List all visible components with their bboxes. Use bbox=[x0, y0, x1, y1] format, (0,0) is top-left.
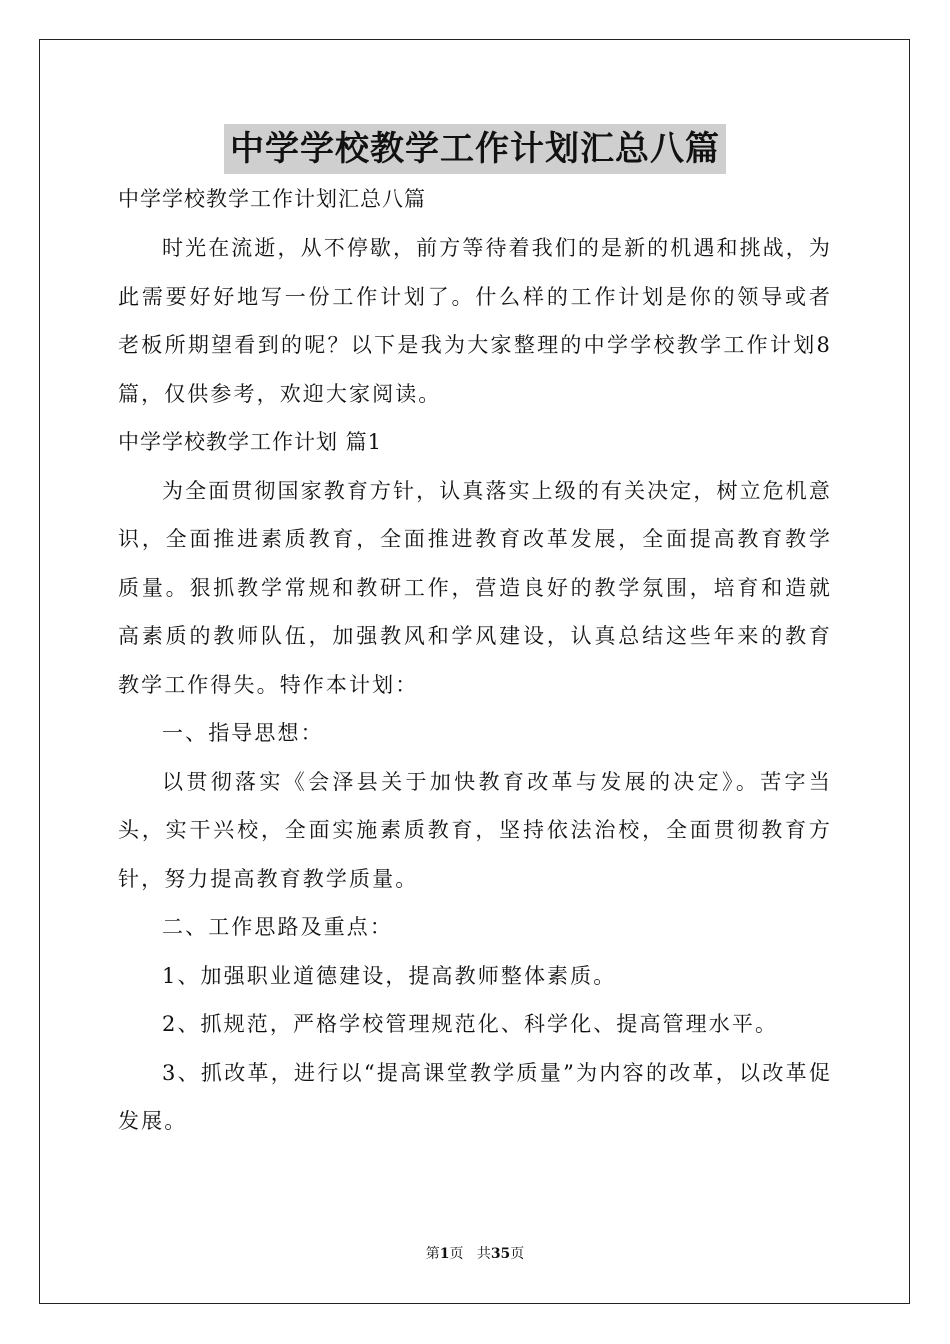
page-suffix: 页 bbox=[449, 1246, 464, 1262]
total-suffix: 页 bbox=[510, 1246, 525, 1262]
page-number: 1 bbox=[439, 1246, 450, 1262]
list-item: 3、抓改革，进行以“提高课堂教学质量”为内容的改革，以改革促发展。 bbox=[118, 1060, 832, 1133]
section-heading: 中学学校教学工作计划 篇1 bbox=[118, 430, 383, 454]
total-prefix: 共 bbox=[476, 1246, 491, 1262]
intro-paragraph: 时光在流逝，从不停歇，前方等待着我们的是新的机遇和挑战，为此需要好好地写一份工作计划了。什么样的工作计划是你的领导或者老板所期望看到的呢？以下是我为大家整理的中学学校教学工作计划8篇，仅供参考，欢迎大家阅读。 bbox=[118, 236, 832, 406]
list-item: 2、抓规范，严格学校管理规范化、科学化、提高管理水平。 bbox=[162, 1012, 779, 1036]
total-pages: 35 bbox=[490, 1246, 511, 1262]
document-body bbox=[118, 224, 832, 1146]
title-container bbox=[0, 124, 950, 174]
body-paragraph: 为全面贯彻国家教育方针，认真落实上级的有关决定，树立危机意识，全面推进素质教育，全面推进教育改革发展，全面提高教育教学质量。狠抓教学常规和教研工作，营造良好的教学氛围，培育和造就高素质的教师队伍，加强教风和学风建设，认真总结这些年来的教育教学工作得失。特作本计划： bbox=[118, 478, 832, 697]
document-subtitle: 中学学校教学工作计划汇总八篇 bbox=[118, 187, 426, 211]
subheading-work: 二、工作思路及重点： bbox=[162, 915, 393, 939]
guiding-paragraph: 以贯彻落实《会泽县关于加快教育改革与发展的决定》。苦字当头，实干兴校，全面实施素质教育，坚持依法治校，全面贯彻教育方针，努力提高教育教学质量。 bbox=[118, 769, 832, 891]
list-item: 1、加强职业道德建设，提高教师整体素质。 bbox=[162, 963, 617, 988]
document-title: 中学学校教学工作计划汇总八篇 bbox=[224, 124, 726, 174]
page-prefix: 第 bbox=[425, 1246, 440, 1262]
page-footer bbox=[0, 1244, 950, 1264]
subheading-guiding: 一、指导思想： bbox=[162, 721, 324, 745]
